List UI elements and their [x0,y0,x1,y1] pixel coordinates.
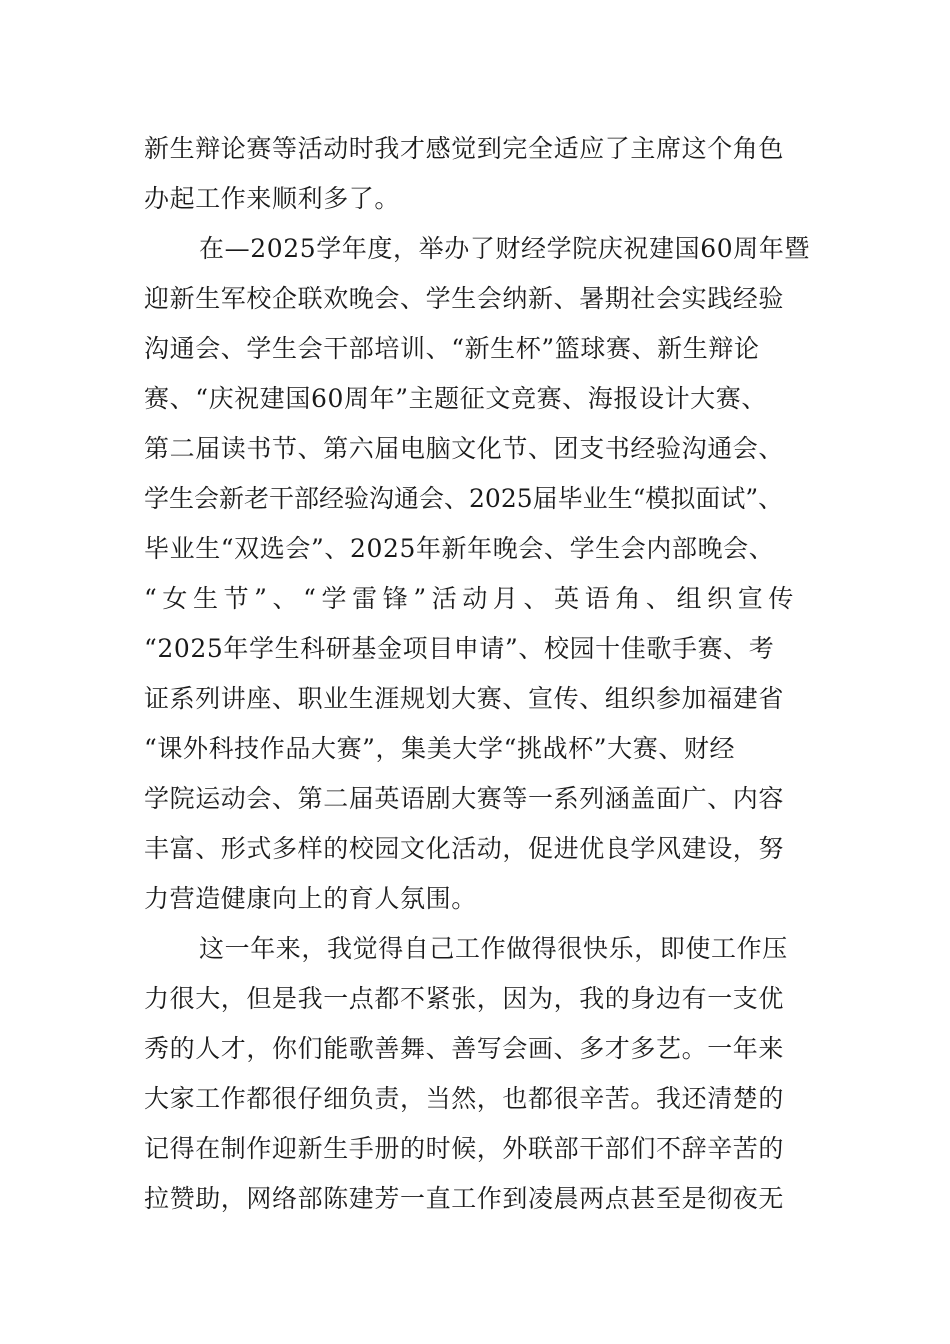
text-line-5: 沟通会、学生会干部培训、“新生杯”篮球赛、新生辩论 [144,334,760,363]
text-line-22: 拉赞助，网络部陈建芳一直工作到凌晨两点甚至是彻夜无 [144,1184,785,1213]
text-line-21: 记得在制作迎新生手册的时候，外联部干部们不辞辛苦的 [144,1134,785,1163]
text-line-8: 学生会新老干部经验沟通会、2025届毕业生“模拟面试”、 [144,484,784,513]
text-line-13: “课外科技作品大赛”，集美大学“挑战杯”大赛、财经 [144,734,736,763]
text-line-3: 在—2025学年度，举办了财经学院庆祝建国60周年暨 [199,234,811,263]
text-line-4: 迎新生军校企联欢晚会、学生会纳新、暑期社会实践经验 [144,284,785,313]
text-line-11: “2025年学生科研基金项目申请”、校园十佳歌手赛、考 [144,634,775,663]
text-line-9: 毕业生“双选会”、2025年新年晚会、学生会内部晚会、 [144,534,775,563]
text-line-15: 丰富、形式多样的校园文化活动，促进优良学风建设，努 [144,834,785,863]
text-line-10: “女生节”、“学雷锋”活动月、英语角、组织宣传 [144,584,799,613]
text-line-1: 新生辩论赛等活动时我才感觉到完全适应了主席这个角色 [144,134,785,163]
text-line-19: 秀的人才，你们能歌善舞、善写会画、多才多艺。一年来 [144,1034,785,1063]
text-line-12: 证系列讲座、职业生涯规划大赛、宣传、组织参加福建省 [144,684,785,713]
text-line-18: 力很大，但是我一点都不紧张，因为，我的身边有一支优 [144,984,785,1013]
text-line-2: 办起工作来顺利多了。 [144,184,401,213]
text-line-7: 第二届读书节、第六届电脑文化节、团支书经验沟通会、 [144,434,785,463]
text-line-14: 学院运动会、第二届英语剧大赛等一系列涵盖面广、内容 [144,784,785,813]
text-line-20: 大家工作都很仔细负责，当然，也都很辛苦。我还清楚的 [144,1084,785,1113]
text-line-6: 赛、“庆祝建国60周年”主题征文竞赛、海报设计大赛、 [144,384,767,413]
text-line-16: 力营造健康向上的育人氛围。 [144,884,477,913]
text-line-17: 这一年来，我觉得自己工作做得很快乐，即使工作压 [199,934,788,963]
